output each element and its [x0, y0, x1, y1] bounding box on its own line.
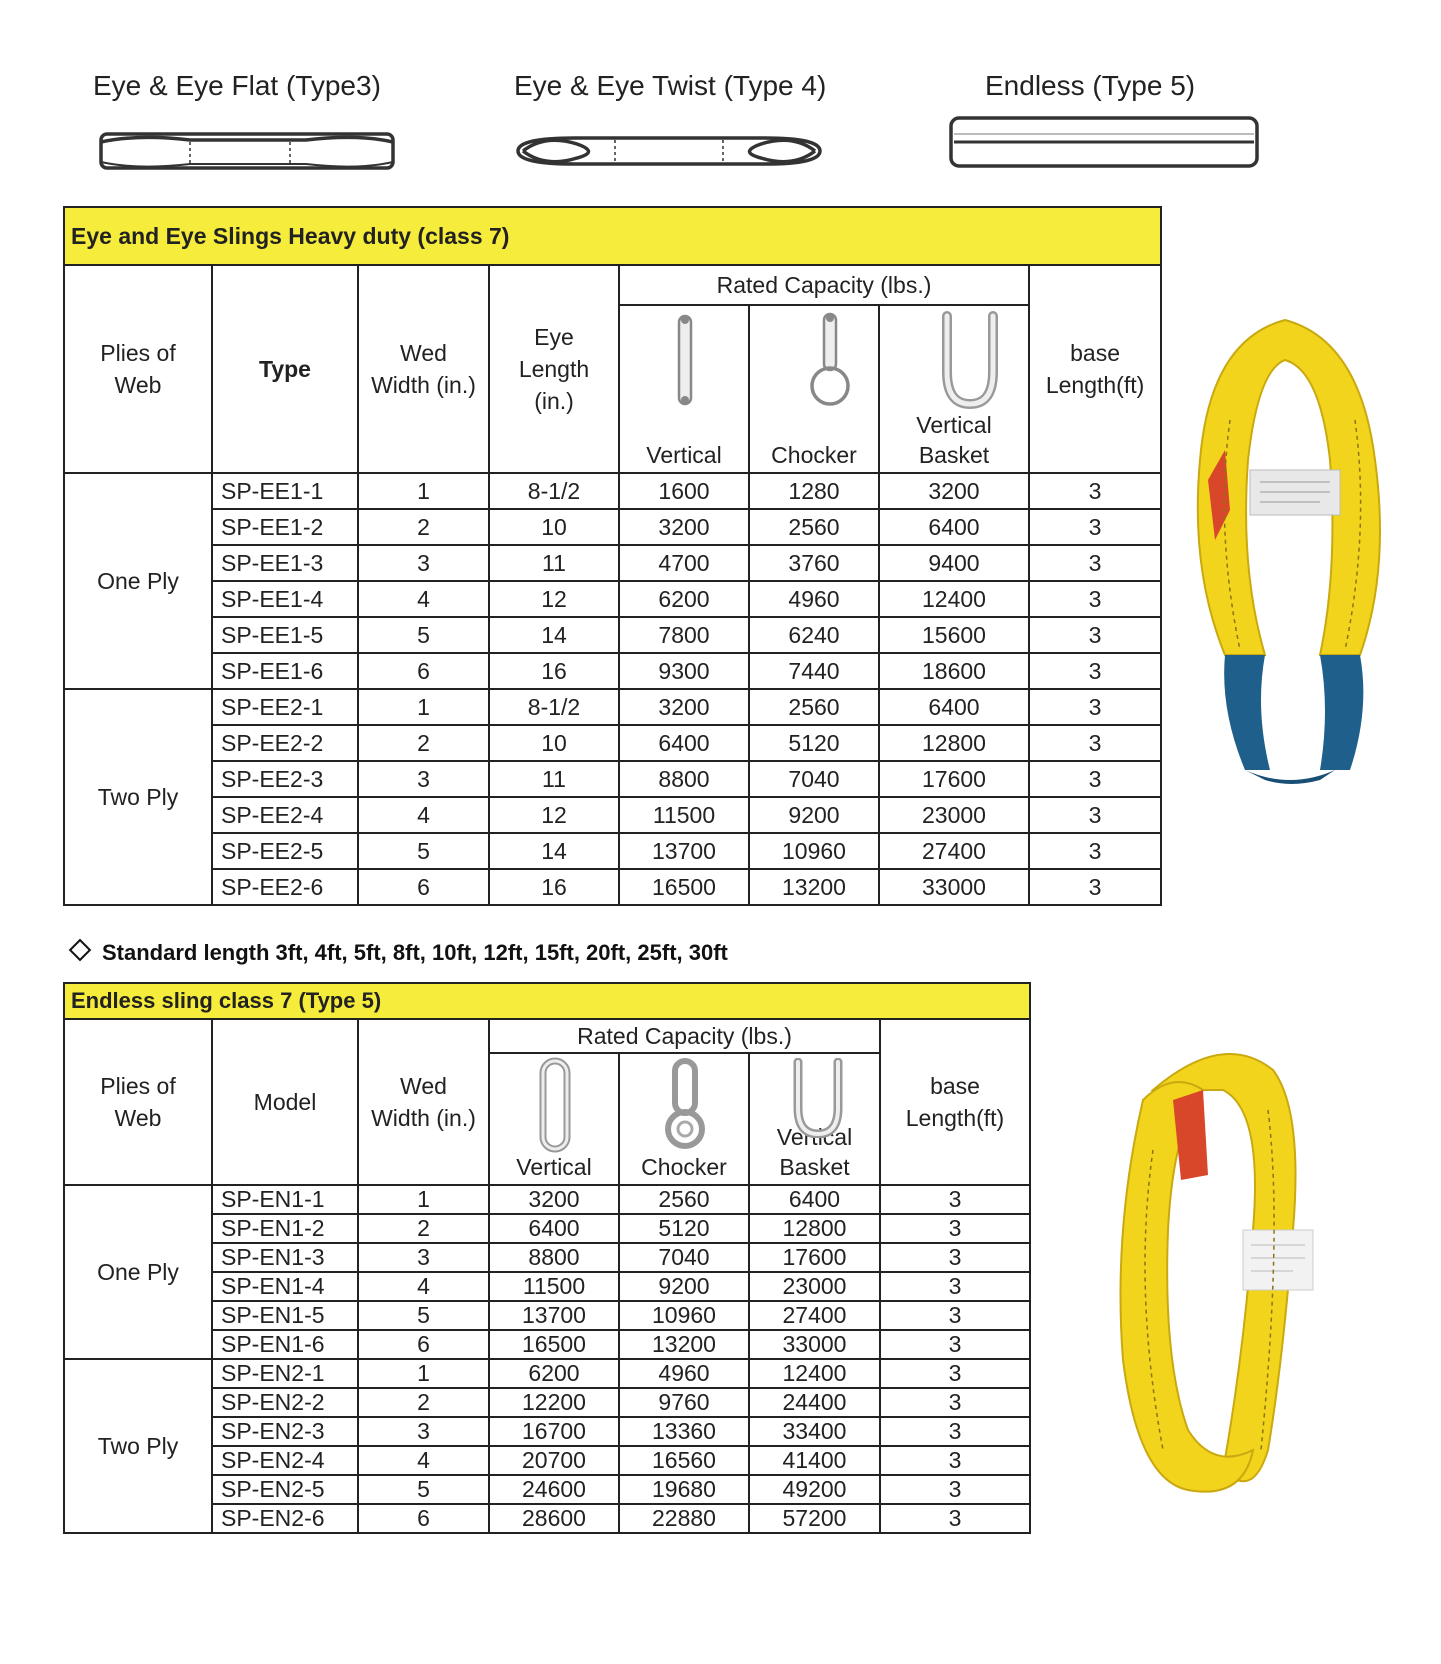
choker-hitch-icon: [660, 1057, 710, 1153]
model-cell: SP-EN1-3: [212, 1243, 358, 1272]
basket-hitch-icon: [935, 310, 1005, 410]
model-cell: SP-EN1-1: [212, 1185, 358, 1214]
basket-capacity-cell: 6400: [879, 689, 1029, 725]
chocker-capacity-cell: 16560: [619, 1446, 749, 1475]
eye-length-cell: 8-1/2: [489, 689, 619, 725]
basket-capacity-cell: 17600: [749, 1243, 880, 1272]
type5-label: Endless (Type 5): [985, 70, 1196, 101]
type-header: Type: [212, 265, 358, 473]
vertical-capacity-cell: 16500: [489, 1330, 619, 1359]
model-header: Model: [212, 1019, 358, 1185]
width-cell: 4: [358, 581, 489, 617]
vertical-capacity-cell: 7800: [619, 617, 749, 653]
base-length-header: base Length(ft): [1029, 265, 1161, 473]
basket-capacity-cell: 49200: [749, 1475, 880, 1504]
base-length-cell: 3: [1029, 653, 1161, 689]
table-row: [64, 581, 1161, 617]
table-row: [64, 725, 1161, 761]
chocker-capacity-cell: 5120: [749, 725, 879, 761]
model-cell: SP-EN1-4: [212, 1272, 358, 1301]
model-cell: SP-EN1-6: [212, 1330, 358, 1359]
basket-capacity-cell: 9400: [879, 545, 1029, 581]
vertical-basket-header-2: Vertical Basket: [749, 1053, 880, 1185]
ply-group-label: Two Ply: [64, 689, 212, 905]
base-length-cell: 3: [880, 1214, 1030, 1243]
plies-of-web-header-2: Plies of Web: [64, 1019, 212, 1185]
chocker-capacity-cell: 13200: [619, 1330, 749, 1359]
base-length-cell: 3: [880, 1243, 1030, 1272]
width-cell: 3: [358, 1417, 489, 1446]
chocker-capacity-cell: 7440: [749, 653, 879, 689]
width-cell: 5: [358, 1301, 489, 1330]
basket-capacity-cell: 57200: [749, 1504, 880, 1533]
model-cell: SP-EN2-4: [212, 1446, 358, 1475]
table-row: [64, 833, 1161, 869]
base-length-cell: 3: [1029, 509, 1161, 545]
basket-capacity-cell: 33400: [749, 1417, 880, 1446]
eye-length-cell: 16: [489, 869, 619, 905]
type-cell: SP-EE2-3: [212, 761, 358, 797]
width-cell: 4: [358, 797, 489, 833]
base-length-cell: 3: [880, 1272, 1030, 1301]
model-cell: SP-EN2-3: [212, 1417, 358, 1446]
eye-length-cell: 10: [489, 725, 619, 761]
chocker-capacity-cell: 13360: [619, 1417, 749, 1446]
width-cell: 5: [358, 833, 489, 869]
vertical-capacity-cell: 9300: [619, 653, 749, 689]
width-cell: 1: [358, 1185, 489, 1214]
eye-length-cell: 8-1/2: [489, 473, 619, 509]
vertical-capacity-cell: 6200: [619, 581, 749, 617]
model-cell: SP-EN2-1: [212, 1359, 358, 1388]
basket-capacity-cell: 33000: [749, 1330, 880, 1359]
eye-length-cell: 14: [489, 833, 619, 869]
choker-hitch-icon: [805, 310, 855, 410]
base-length-cell: 3: [880, 1475, 1030, 1504]
model-cell: SP-EN1-2: [212, 1214, 358, 1243]
base-length-cell: 3: [1029, 761, 1161, 797]
chocker-capacity-cell: 10960: [619, 1301, 749, 1330]
vertical-header-2: Vertical: [489, 1053, 619, 1185]
vertical-capacity-cell: 11500: [619, 797, 749, 833]
basket-capacity-cell: 6400: [749, 1185, 880, 1214]
chocker-capacity-cell: 4960: [749, 581, 879, 617]
width-cell: 6: [358, 653, 489, 689]
width-cell: 6: [358, 1504, 489, 1533]
vertical-capacity-cell: 1600: [619, 473, 749, 509]
eye-length-header: Eye Length (in.): [489, 265, 619, 473]
width-cell: 4: [358, 1272, 489, 1301]
chocker-header-2: Chocker: [619, 1053, 749, 1185]
basket-capacity-cell: 15600: [879, 617, 1029, 653]
base-length-cell: 3: [1029, 581, 1161, 617]
vertical-capacity-cell: 11500: [489, 1272, 619, 1301]
basket-capacity-cell: 18600: [879, 653, 1029, 689]
basket-capacity-cell: 6400: [879, 509, 1029, 545]
rated-capacity-header: Rated Capacity (lbs.): [619, 265, 1029, 305]
width-cell: 2: [358, 509, 489, 545]
width-cell: 6: [358, 869, 489, 905]
chocker-capacity-cell: 9200: [619, 1272, 749, 1301]
model-cell: SP-EN2-6: [212, 1504, 358, 1533]
vertical-capacity-cell: 8800: [489, 1243, 619, 1272]
type-cell: SP-EE2-5: [212, 833, 358, 869]
eye-length-cell: 12: [489, 581, 619, 617]
type-cell: SP-EE2-6: [212, 869, 358, 905]
chocker-capacity-cell: 5120: [619, 1214, 749, 1243]
basket-hitch-icon: [788, 1058, 848, 1138]
vertical-capacity-cell: 8800: [619, 761, 749, 797]
eye-eye-twist-sling-icon: [515, 126, 823, 176]
web-width-header-2: Wed Width (in.): [358, 1019, 489, 1185]
basket-capacity-cell: 24400: [749, 1388, 880, 1417]
type-cell: SP-EE2-1: [212, 689, 358, 725]
type-cell: SP-EE2-2: [212, 725, 358, 761]
table-row: [64, 1359, 1030, 1388]
table-row: [64, 761, 1161, 797]
width-cell: 3: [358, 1243, 489, 1272]
vertical-capacity-cell: 3200: [489, 1185, 619, 1214]
rated-capacity-header-2: Rated Capacity (lbs.): [489, 1019, 880, 1053]
table-row: [64, 1185, 1030, 1214]
width-cell: 6: [358, 1330, 489, 1359]
vertical-capacity-cell: 3200: [619, 509, 749, 545]
width-cell: 3: [358, 761, 489, 797]
base-length-header-2: base Length(ft): [880, 1019, 1030, 1185]
chocker-capacity-cell: 22880: [619, 1504, 749, 1533]
eye-length-cell: 16: [489, 653, 619, 689]
vertical-capacity-cell: 28600: [489, 1504, 619, 1533]
type-cell: SP-EE1-5: [212, 617, 358, 653]
vertical-header: Vertical: [619, 305, 749, 473]
eye-length-cell: 12: [489, 797, 619, 833]
basket-capacity-cell: 12400: [879, 581, 1029, 617]
basket-capacity-cell: 12800: [879, 725, 1029, 761]
chocker-capacity-cell: 19680: [619, 1475, 749, 1504]
chocker-capacity-cell: 2560: [749, 509, 879, 545]
basket-capacity-cell: 23000: [749, 1272, 880, 1301]
base-length-cell: 3: [1029, 689, 1161, 725]
chocker-capacity-cell: 10960: [749, 833, 879, 869]
endless-sling-table: [63, 982, 1031, 1534]
chocker-capacity-cell: 4960: [619, 1359, 749, 1388]
vertical-capacity-cell: 6400: [489, 1214, 619, 1243]
vertical-capacity-cell: 6200: [489, 1359, 619, 1388]
basket-capacity-cell: 3200: [879, 473, 1029, 509]
base-length-cell: 3: [880, 1185, 1030, 1214]
type-cell: SP-EE1-3: [212, 545, 358, 581]
basket-capacity-cell: 33000: [879, 869, 1029, 905]
endless-sling-photo: [1093, 1030, 1333, 1510]
base-length-cell: 3: [880, 1359, 1030, 1388]
width-cell: 1: [358, 1359, 489, 1388]
vertical-basket-header: Vertical Basket: [879, 305, 1029, 473]
base-length-cell: 3: [1029, 725, 1161, 761]
vertical-capacity-cell: 20700: [489, 1446, 619, 1475]
diamond-bullet-icon: [69, 939, 92, 962]
table-row: [64, 869, 1161, 905]
type-cell: SP-EE1-1: [212, 473, 358, 509]
table-row: [64, 617, 1161, 653]
width-cell: 5: [358, 617, 489, 653]
base-length-cell: 3: [1029, 473, 1161, 509]
chocker-capacity-cell: 1280: [749, 473, 879, 509]
basket-capacity-cell: 17600: [879, 761, 1029, 797]
width-cell: 2: [358, 1388, 489, 1417]
eye-length-cell: 10: [489, 509, 619, 545]
chocker-capacity-cell: 6240: [749, 617, 879, 653]
base-length-cell: 3: [1029, 545, 1161, 581]
vertical-capacity-cell: 16700: [489, 1417, 619, 1446]
basket-capacity-cell: 41400: [749, 1446, 880, 1475]
base-length-cell: 3: [1029, 617, 1161, 653]
width-cell: 1: [358, 473, 489, 509]
basket-capacity-cell: 27400: [879, 833, 1029, 869]
width-cell: 1: [358, 689, 489, 725]
basket-capacity-cell: 23000: [879, 797, 1029, 833]
vertical-capacity-cell: 13700: [489, 1301, 619, 1330]
ply-group-label: One Ply: [64, 473, 212, 689]
standard-length-note: Standard length 3ft, 4ft, 5ft, 8ft, 10ft, 12ft, 15ft, 20ft, 25ft, 30ft: [68, 940, 728, 966]
eye-eye-flat-sling-icon: [98, 128, 398, 174]
base-length-cell: 3: [880, 1301, 1030, 1330]
vertical-hitch-icon: [665, 310, 705, 410]
model-cell: SP-EN1-5: [212, 1301, 358, 1330]
type-cell: SP-EE1-2: [212, 509, 358, 545]
table-row: [64, 797, 1161, 833]
table-row: [64, 545, 1161, 581]
ply-group-label: One Ply: [64, 1185, 212, 1359]
basket-capacity-cell: 27400: [749, 1301, 880, 1330]
endless-sling-icon: [948, 114, 1260, 170]
chocker-capacity-cell: 9760: [619, 1388, 749, 1417]
vertical-capacity-cell: 3200: [619, 689, 749, 725]
eye-eye-sling-table: [63, 206, 1162, 906]
type-cell: SP-EE1-6: [212, 653, 358, 689]
web-width-header: Wed Width (in.): [358, 265, 489, 473]
ply-group-label: Two Ply: [64, 1359, 212, 1533]
chocker-capacity-cell: 2560: [749, 689, 879, 725]
type4-label: Eye & Eye Twist (Type 4): [514, 70, 827, 101]
chocker-header: Chocker: [749, 305, 879, 473]
base-length-cell: 3: [880, 1388, 1030, 1417]
vertical-capacity-cell: 12200: [489, 1388, 619, 1417]
chocker-capacity-cell: 9200: [749, 797, 879, 833]
vertical-capacity-cell: 16500: [619, 869, 749, 905]
vertical-hitch-icon: [533, 1057, 577, 1153]
vertical-capacity-cell: 13700: [619, 833, 749, 869]
table1-title: Eye and Eye Slings Heavy duty (class 7): [64, 207, 1161, 265]
chocker-capacity-cell: 13200: [749, 869, 879, 905]
plies-of-web-header: Plies of Web: [64, 265, 212, 473]
table-row: [64, 689, 1161, 725]
basket-capacity-cell: 12400: [749, 1359, 880, 1388]
base-length-cell: 3: [1029, 869, 1161, 905]
width-cell: 2: [358, 1214, 489, 1243]
table-row: [64, 653, 1161, 689]
model-cell: SP-EN2-5: [212, 1475, 358, 1504]
chocker-capacity-cell: 7040: [619, 1243, 749, 1272]
width-cell: 2: [358, 725, 489, 761]
table-row: [64, 473, 1161, 509]
width-cell: 5: [358, 1475, 489, 1504]
basket-capacity-cell: 12800: [749, 1214, 880, 1243]
model-cell: SP-EN2-2: [212, 1388, 358, 1417]
vertical-capacity-cell: 4700: [619, 545, 749, 581]
type3-label: Eye & Eye Flat (Type3): [93, 70, 381, 101]
eye-length-cell: 11: [489, 761, 619, 797]
width-cell: 4: [358, 1446, 489, 1475]
type-cell: SP-EE2-4: [212, 797, 358, 833]
eye-length-cell: 14: [489, 617, 619, 653]
type-cell: SP-EE1-4: [212, 581, 358, 617]
eye-eye-sling-photo: [1170, 310, 1400, 800]
base-length-cell: 3: [880, 1504, 1030, 1533]
base-length-cell: 3: [880, 1330, 1030, 1359]
chocker-capacity-cell: 7040: [749, 761, 879, 797]
vertical-capacity-cell: 6400: [619, 725, 749, 761]
table2-title: Endless sling class 7 (Type 5): [64, 983, 1030, 1019]
chocker-capacity-cell: 2560: [619, 1185, 749, 1214]
eye-length-cell: 11: [489, 545, 619, 581]
width-cell: 3: [358, 545, 489, 581]
vertical-capacity-cell: 24600: [489, 1475, 619, 1504]
base-length-cell: 3: [880, 1446, 1030, 1475]
base-length-cell: 3: [1029, 833, 1161, 869]
base-length-cell: 3: [880, 1417, 1030, 1446]
table-row: [64, 509, 1161, 545]
base-length-cell: 3: [1029, 797, 1161, 833]
chocker-capacity-cell: 3760: [749, 545, 879, 581]
